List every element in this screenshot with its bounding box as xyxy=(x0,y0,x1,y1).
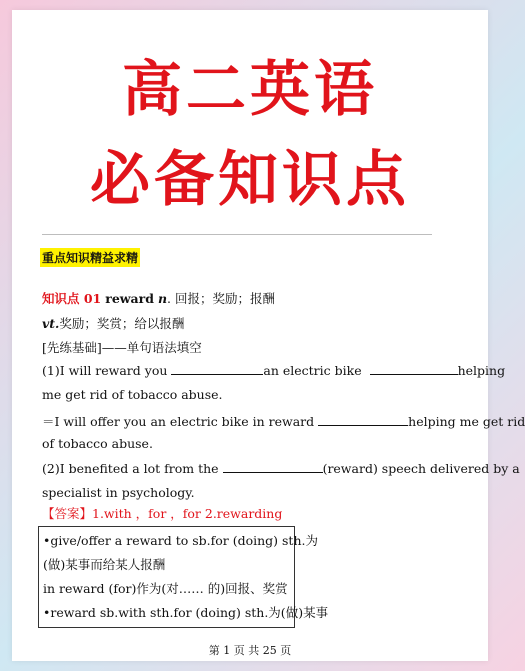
section-heading: 重点知识精益求精 xyxy=(40,248,140,267)
usage-line-3: in reward (for)作为(对…… 的)回报、奖赏 xyxy=(43,581,288,596)
kp-word: reward xyxy=(105,291,154,306)
title-line-1: 高二英语 xyxy=(122,55,378,125)
q1-blank-1[interactable] xyxy=(171,363,263,375)
document-page xyxy=(12,10,525,661)
kp-pos-vt: vt. xyxy=(42,316,60,331)
page-footer: 第 1 页 共 25 页 xyxy=(208,644,292,657)
q1-line-2: me get rid of tobacco abuse. xyxy=(42,387,223,402)
usage-line-4: •reward sb.with sth.for (doing) sth.为(做)某事 xyxy=(43,605,329,620)
q2-blank[interactable] xyxy=(223,461,323,473)
q2-text-a: (2)I benefited a lot from the xyxy=(42,461,219,476)
q1-line-3 xyxy=(42,412,525,430)
q2-line-2: specialist in psychology. xyxy=(42,485,195,500)
q1-line-1 xyxy=(42,363,506,378)
usage-line-2: (做)某事而给某人报酬 xyxy=(43,557,166,572)
q1-blank-2[interactable] xyxy=(370,363,458,375)
q1-text-a: (1)I will reward you xyxy=(42,363,168,378)
practice-heading: [先练基础]——单句语法填空 xyxy=(42,340,202,355)
divider xyxy=(42,234,432,235)
kp-pos-n: n xyxy=(157,291,168,306)
q1-line-4: of tobacco abuse. xyxy=(42,436,153,451)
kp-label: 知识点 01 xyxy=(42,291,102,306)
q1-text-b: an electric bike xyxy=(263,363,362,378)
usage-line-1: •give/offer a reward to sb.for (doing) sth.为 xyxy=(43,533,318,548)
kp-line xyxy=(42,289,460,307)
title-line-2: 必备知识点 xyxy=(90,145,410,215)
kp-vt-line xyxy=(42,314,460,332)
q2-line-1 xyxy=(42,461,520,476)
kp-vt-meaning: 奖励；奖赏；给以报酬 xyxy=(59,316,185,331)
q1-blank-3[interactable] xyxy=(318,414,408,426)
q1-text-f: helping me get rid xyxy=(408,414,525,429)
q2-text-b: (reward) speech delivered by a xyxy=(322,461,520,476)
usage-box xyxy=(38,526,329,628)
q1-text-e: ＝I will offer you an electric bike in reward xyxy=(42,414,315,429)
answer-line: 【答案】1.with ，for ，for 2.rewarding xyxy=(42,506,283,521)
kp-n-meaning: . 回报；奖励；报酬 xyxy=(167,291,275,306)
q1-text-c: helping xyxy=(457,363,506,378)
